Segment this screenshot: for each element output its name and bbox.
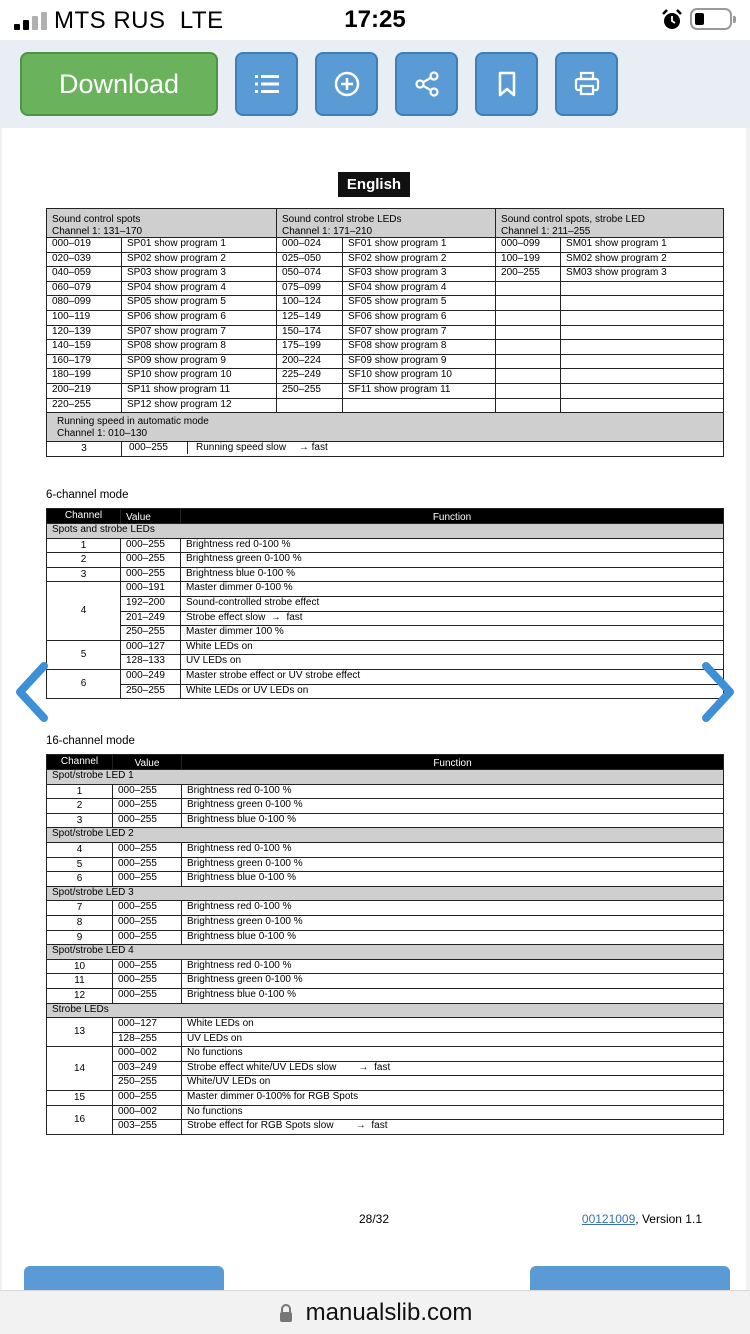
function-cell: Brightness blue 0-100 % — [182, 813, 724, 828]
spots-range-cell: 160–179 — [47, 354, 122, 369]
table-row — [47, 596, 724, 611]
table-row — [47, 988, 724, 1003]
spots-program-cell: SP12 show program 12 — [122, 398, 277, 413]
value-cell: 000–255 — [121, 538, 181, 553]
spots-range-cell: 220–255 — [47, 398, 122, 413]
spots-program-cell: SP01 show program 1 — [122, 238, 277, 253]
function-cell: Brightness red 0-100 % — [182, 959, 724, 974]
contents-button[interactable] — [235, 52, 298, 116]
spots-program-cell: SP09 show program 9 — [122, 354, 277, 369]
spots-range-cell: 200–219 — [47, 383, 122, 398]
group-row — [47, 770, 724, 785]
value-cell: 000–255 — [113, 988, 182, 1003]
table-row — [47, 538, 724, 553]
table-row — [47, 296, 724, 311]
table-row — [47, 626, 724, 641]
function-cell: Brightness red 0-100 % — [182, 901, 724, 916]
channel-cell: 1 — [47, 784, 113, 799]
strobe-program-cell: SF05 show program 5 — [343, 296, 496, 311]
status-time: 17:25 — [344, 6, 406, 33]
strobe-program-cell: SF09 show program 9 — [343, 354, 496, 369]
group-row — [47, 1003, 724, 1018]
combo-range-cell — [496, 325, 561, 340]
table-row — [47, 684, 724, 699]
combo-range-cell — [496, 398, 561, 413]
table-row — [47, 325, 724, 340]
strobe-range-cell: 225–249 — [277, 369, 343, 384]
function-cell: Master dimmer 0-100% for RGB Spots — [182, 1091, 724, 1106]
sixteen-table-header: Channel Value Function — [47, 755, 724, 770]
function-cell: Master dimmer 100 % — [181, 626, 724, 641]
group-cell: Spot/strobe LED 3 — [47, 886, 724, 901]
combo-program-cell: SM02 show program 2 — [561, 252, 724, 267]
spots-range-cell: 140–159 — [47, 340, 122, 355]
value-cell: 000–255 — [113, 1091, 182, 1106]
previous-page-arrow-icon[interactable] — [12, 660, 52, 724]
combo-range-cell: 200–255 — [496, 267, 561, 282]
channel-cell: 4 — [47, 842, 113, 857]
spots-program-cell: SP02 show program 2 — [122, 252, 277, 267]
spots-program-cell: SP03 show program 3 — [122, 267, 277, 282]
table-row — [47, 784, 724, 799]
function-cell: Brightness blue 0-100 % — [182, 988, 724, 1003]
table-row — [47, 872, 724, 887]
strobe-program-cell: SF02 show program 2 — [343, 252, 496, 267]
doc-number-link[interactable]: 00121009 — [581, 1212, 636, 1226]
page-number: 28/32 — [358, 1212, 390, 1226]
carrier-label: MTS RUS LTE — [54, 7, 224, 34]
strobe-range-cell: 000–024 — [277, 238, 343, 253]
combo-program-cell — [561, 354, 724, 369]
combo-range-cell — [496, 369, 561, 384]
strobe-range-cell: 025–050 — [277, 252, 343, 267]
channel-cell: 3 — [47, 567, 121, 582]
table-row — [47, 1076, 724, 1091]
table-row — [47, 974, 724, 989]
spots-range-cell: 060–079 — [47, 281, 122, 296]
function-cell: Sound-controlled strobe effect — [181, 596, 724, 611]
sound-control-table — [46, 208, 724, 457]
table-row — [47, 959, 724, 974]
version-info: 00121009, Version 1.1 — [581, 1212, 702, 1226]
channel-cell: 5 — [47, 640, 121, 669]
header-spots-strobe: Sound control spots, strobe LED Channel 1: 211–255 — [496, 209, 724, 238]
combo-program-cell — [561, 281, 724, 296]
combo-program-cell — [561, 398, 724, 413]
strobe-program-cell: SF04 show program 4 — [343, 281, 496, 296]
share-button[interactable] — [395, 52, 458, 116]
table-row — [47, 1120, 724, 1135]
six-table-header: Channel Value Function — [47, 509, 724, 524]
strobe-program-cell: SF03 show program 3 — [343, 267, 496, 282]
running-speed-cell: 000–255 Running speed slow → fast — [122, 442, 724, 457]
spots-range-cell: 040–059 — [47, 267, 122, 282]
table-row — [47, 669, 724, 684]
value-cell: 128–255 — [113, 1032, 182, 1047]
function-cell: White LEDs on — [182, 1018, 724, 1033]
table-row — [47, 857, 724, 872]
value-cell: 250–255 — [113, 1076, 182, 1091]
group-cell: Spot/strobe LED 4 — [47, 945, 724, 960]
function-cell: Strobe effect slow → fast — [181, 611, 724, 626]
channel-cell: 10 — [47, 959, 113, 974]
value-cell: 128–133 — [121, 655, 181, 670]
spots-range-cell: 000–019 — [47, 238, 122, 253]
value-cell: 000–255 — [113, 959, 182, 974]
download-button[interactable]: Download — [20, 52, 218, 116]
group-row — [47, 945, 724, 960]
value-cell: 000–255 — [113, 901, 182, 916]
group-cell: Spot/strobe LED 1 — [47, 770, 724, 785]
table-row — [47, 383, 724, 398]
channel-cell: 16 — [47, 1105, 113, 1134]
table-row — [47, 1091, 724, 1106]
channel-cell: 6 — [47, 872, 113, 887]
combo-program-cell: SM01 show program 1 — [561, 238, 724, 253]
table-row — [47, 1061, 724, 1076]
table-row — [47, 238, 724, 253]
value-cell: 000–255 — [121, 567, 181, 582]
function-cell: No functions — [182, 1047, 724, 1062]
value-cell: 000–255 — [113, 842, 182, 857]
function-cell: Brightness green 0-100 % — [182, 799, 724, 814]
combo-range-cell: 000–099 — [496, 238, 561, 253]
manual-page — [2, 128, 746, 1290]
value-cell: 000–255 — [113, 930, 182, 945]
value-cell: 000–002 — [113, 1105, 182, 1120]
value-cell: 192–200 — [121, 596, 181, 611]
combo-range-cell — [496, 296, 561, 311]
combo-program-cell — [561, 369, 724, 384]
table-row — [47, 1032, 724, 1047]
channel-cell: 3 — [47, 442, 122, 457]
six-channel-table — [46, 508, 724, 699]
value-cell: 000–002 — [113, 1047, 182, 1062]
combo-range-cell — [496, 354, 561, 369]
combo-program-cell: SM03 show program 3 — [561, 267, 724, 282]
table-row — [47, 567, 724, 582]
add-button[interactable] — [315, 52, 378, 116]
channel-cell: 2 — [47, 553, 121, 568]
function-cell: Brightness blue 0-100 % — [181, 567, 724, 582]
value-cell: 000–255 — [113, 857, 182, 872]
spots-program-cell: SP08 show program 8 — [122, 340, 277, 355]
strobe-program-cell: SF11 show program 11 — [343, 383, 496, 398]
table-row — [47, 340, 724, 355]
table-row — [47, 901, 724, 916]
channel-cell: 12 — [47, 988, 113, 1003]
combo-program-cell — [561, 340, 724, 355]
sixteen-channel-table — [46, 754, 724, 1135]
function-cell: White/UV LEDs on — [182, 1076, 724, 1091]
spots-program-cell: SP04 show program 4 — [122, 281, 277, 296]
function-cell: UV LEDs on — [181, 655, 724, 670]
value-cell: 000–255 — [113, 813, 182, 828]
strobe-program-cell: SF01 show program 1 — [343, 238, 496, 253]
channel-cell: 4 — [47, 582, 121, 640]
toolbar — [0, 40, 750, 128]
spots-program-cell: SP10 show program 10 — [122, 369, 277, 384]
function-cell: Master strobe effect or UV strobe effect — [181, 669, 724, 684]
strobe-program-cell: SF10 show program 10 — [343, 369, 496, 384]
table-row — [47, 842, 724, 857]
six-channel-title: 6-channel mode — [46, 489, 129, 501]
function-cell: No functions — [182, 1105, 724, 1120]
spots-program-cell: SP11 show program 11 — [122, 383, 277, 398]
spots-range-cell: 120–139 — [47, 325, 122, 340]
bookmark-icon — [492, 69, 522, 99]
previous-page-tab[interactable] — [24, 1266, 224, 1290]
table-row — [47, 915, 724, 930]
function-cell: Brightness red 0-100 % — [182, 842, 724, 857]
function-cell: Brightness green 0-100 % — [182, 857, 724, 872]
table-row — [47, 398, 724, 413]
spots-range-cell: 100–119 — [47, 310, 122, 325]
value-cell: 000–255 — [113, 799, 182, 814]
function-cell: Brightness blue 0-100 % — [182, 930, 724, 945]
language-label: English — [338, 172, 410, 197]
strobe-range-cell: 100–124 — [277, 296, 343, 311]
value-cell: 250–255 — [121, 684, 181, 699]
table-row — [47, 640, 724, 655]
combo-range-cell — [496, 281, 561, 296]
function-cell: Brightness green 0-100 % — [182, 915, 724, 930]
function-cell: UV LEDs on — [182, 1032, 724, 1047]
table-row — [47, 813, 724, 828]
spots-program-cell: SP06 show program 6 — [122, 310, 277, 325]
channel-cell: 2 — [47, 799, 113, 814]
combo-range-cell — [496, 310, 561, 325]
table-row — [47, 1018, 724, 1033]
battery-icon — [690, 8, 732, 30]
list-icon — [252, 69, 282, 99]
function-cell: Brightness red 0-100 % — [181, 538, 724, 553]
table-row — [47, 310, 724, 325]
strobe-range-cell: 050–074 — [277, 267, 343, 282]
header-spots: Sound control spots Channel 1: 131–170 — [47, 209, 277, 238]
strobe-range-cell: 150–174 — [277, 325, 343, 340]
share-icon — [412, 69, 442, 99]
group-cell: Spot/strobe LED 2 — [47, 828, 724, 843]
channel-cell: 6 — [47, 669, 121, 698]
sixteen-channel-title: 16-channel mode — [46, 735, 135, 747]
table-row — [47, 930, 724, 945]
next-page-tab[interactable] — [530, 1266, 730, 1290]
strobe-range-cell: 125–149 — [277, 310, 343, 325]
status-bar — [0, 0, 750, 40]
table-row — [47, 252, 724, 267]
print-icon — [572, 69, 602, 99]
group-row: Spots and strobe LEDs — [47, 524, 724, 539]
strobe-program-cell: SF06 show program 6 — [343, 310, 496, 325]
value-cell: 000–255 — [113, 872, 182, 887]
channel-cell: 11 — [47, 974, 113, 989]
value-cell: 000–249 — [121, 669, 181, 684]
strobe-range-cell: 075–099 — [277, 281, 343, 296]
function-cell: Brightness green 0-100 % — [182, 974, 724, 989]
channel-cell: 14 — [47, 1047, 113, 1091]
table-row — [47, 281, 724, 296]
spots-program-cell: SP05 show program 5 — [122, 296, 277, 311]
function-cell: Brightness green 0-100 % — [181, 553, 724, 568]
function-cell: Brightness red 0-100 % — [182, 784, 724, 799]
table-row — [47, 267, 724, 282]
table-row — [47, 442, 724, 457]
combo-range-cell — [496, 340, 561, 355]
strobe-range-cell: 250–255 — [277, 383, 343, 398]
table-row — [47, 582, 724, 597]
table-row — [47, 354, 724, 369]
table-row — [47, 553, 724, 568]
combo-range-cell — [496, 383, 561, 398]
address-bar[interactable] — [0, 1290, 750, 1334]
url-text: manualslib.com — [305, 1298, 473, 1326]
function-cell: Strobe effect for RGB Spots slow → fast — [182, 1120, 724, 1135]
plus-circle-icon — [332, 69, 362, 99]
channel-cell: 1 — [47, 538, 121, 553]
table-row — [47, 799, 724, 814]
function-cell: Brightness blue 0-100 % — [182, 872, 724, 887]
value-cell: 000–255 — [113, 974, 182, 989]
combo-program-cell — [561, 325, 724, 340]
group-cell: Strobe LEDs — [47, 1003, 724, 1018]
function-cell: White LEDs on — [181, 640, 724, 655]
table-row — [47, 655, 724, 670]
value-cell: 000–127 — [113, 1018, 182, 1033]
value-cell: 003–255 — [113, 1120, 182, 1135]
channel-cell: 3 — [47, 813, 113, 828]
group-row — [47, 886, 724, 901]
document-viewer[interactable] — [0, 128, 750, 1290]
next-page-arrow-icon[interactable] — [698, 660, 738, 724]
table-row — [47, 1047, 724, 1062]
combo-program-cell — [561, 310, 724, 325]
print-button[interactable] — [555, 52, 618, 116]
table-row — [47, 369, 724, 384]
channel-cell: 5 — [47, 857, 113, 872]
function-cell: Master dimmer 0-100 % — [181, 582, 724, 597]
channel-cell: 7 — [47, 901, 113, 916]
spots-program-cell: SP07 show program 7 — [122, 325, 277, 340]
sound-table-header — [47, 209, 724, 238]
channel-cell: 15 — [47, 1091, 113, 1106]
alarm-icon — [661, 9, 683, 31]
spots-range-cell: 080–099 — [47, 296, 122, 311]
bookmark-button[interactable] — [475, 52, 538, 116]
combo-range-cell: 100–199 — [496, 252, 561, 267]
combo-program-cell — [561, 296, 724, 311]
strobe-range-cell: 200–224 — [277, 354, 343, 369]
strobe-program-cell — [343, 398, 496, 413]
channel-cell: 9 — [47, 930, 113, 945]
strobe-range-cell — [277, 398, 343, 413]
value-cell: 000–255 — [113, 784, 182, 799]
strobe-program-cell: SF08 show program 8 — [343, 340, 496, 355]
spots-range-cell: 020–039 — [47, 252, 122, 267]
value-cell: 000–191 — [121, 582, 181, 597]
function-cell: White LEDs or UV LEDs on — [181, 684, 724, 699]
value-cell: 000–127 — [121, 640, 181, 655]
combo-program-cell — [561, 383, 724, 398]
spots-range-cell: 180–199 — [47, 369, 122, 384]
value-cell: 201–249 — [121, 611, 181, 626]
header-strobe-leds: Sound control strobe LEDs Channel 1: 171–210 — [277, 209, 496, 238]
strobe-range-cell: 175–199 — [277, 340, 343, 355]
lock-icon — [278, 1303, 294, 1323]
running-speed-header: Running speed in automatic mode Channel 1: 010–130 — [47, 413, 724, 442]
strobe-program-cell: SF07 show program 7 — [343, 325, 496, 340]
value-cell: 000–255 — [121, 553, 181, 568]
table-row — [47, 1105, 724, 1120]
channel-cell: 8 — [47, 915, 113, 930]
value-cell: 250–255 — [121, 626, 181, 641]
function-cell: Strobe effect white/UV LEDs slow → fast — [182, 1061, 724, 1076]
channel-cell: 13 — [47, 1018, 113, 1047]
value-cell: 000–255 — [113, 915, 182, 930]
group-row — [47, 828, 724, 843]
value-cell: 003–249 — [113, 1061, 182, 1076]
table-row — [47, 611, 724, 626]
